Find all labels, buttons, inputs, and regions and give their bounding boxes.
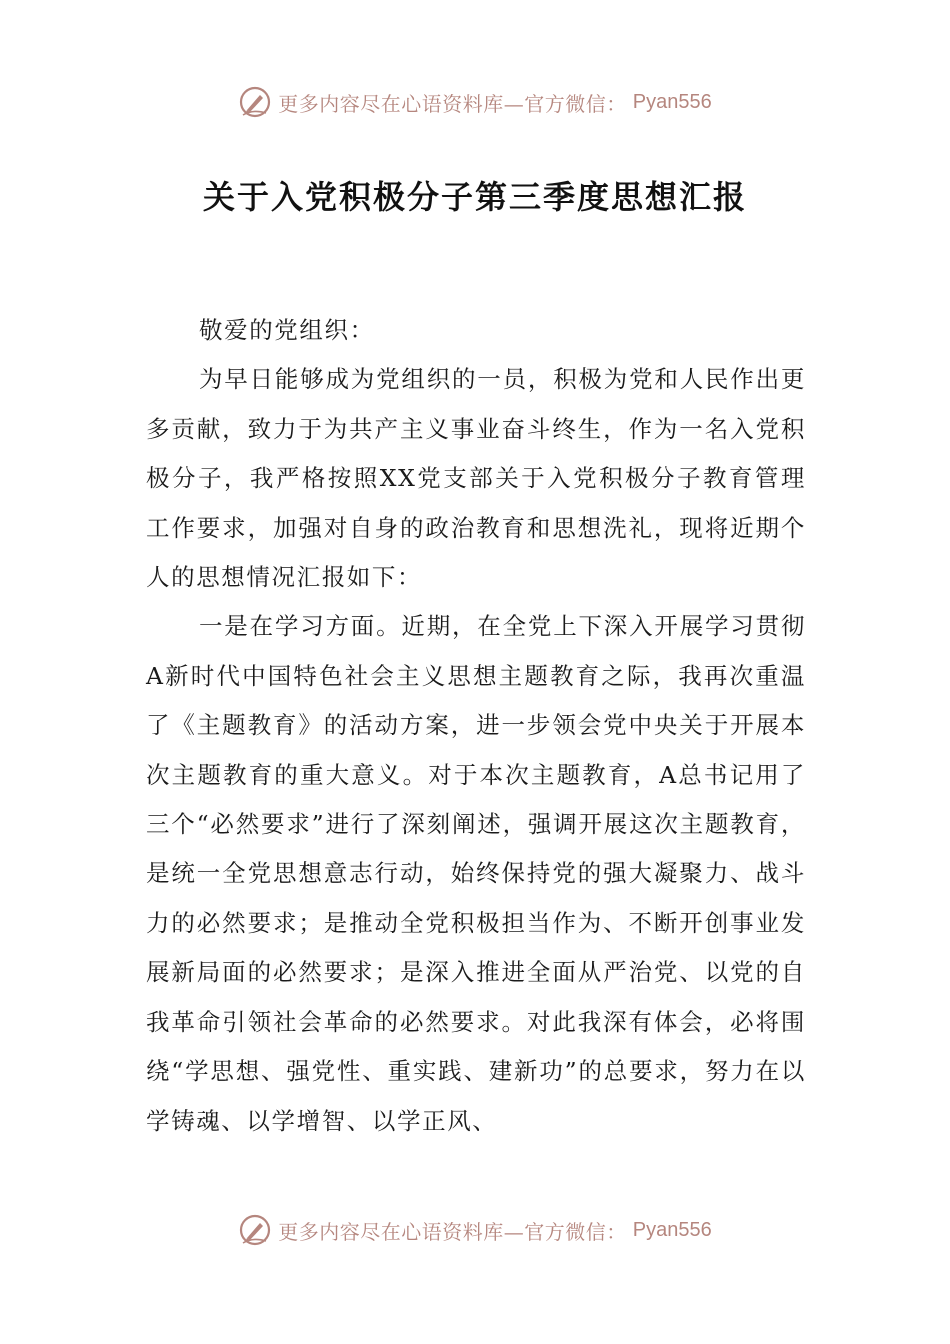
paragraph-intro: 为早日能够成为党组织的一员，积极为党和人民作出更多贡献，致力于为共产主义事业奋斗终生，作为一名入党积极分子，我严格按照XX党支部关于入党积极分子教育管理工作要求，加强对自身的政治教育和思想洗礼，现将近期个人的思想情况汇报如下： <box>146 365 806 592</box>
footer-banner <box>0 1210 950 1250</box>
pen-logo-icon <box>238 1213 272 1247</box>
salutation: 敬爱的党组织： <box>199 316 375 344</box>
pen-logo-icon <box>238 85 272 119</box>
footer-banner-text: 更多内容尽在心语资料库—官方微信： <box>278 1219 627 1244</box>
document-title: 关于入党积极分子第三季度思想汇报 <box>202 178 747 216</box>
header-wechat-id: Pyan556 <box>632 90 712 113</box>
footer-wechat-id: Pyan556 <box>632 1218 712 1241</box>
document-body <box>146 306 806 1146</box>
header-banner-text: 更多内容尽在心语资料库—官方微信： <box>278 91 627 116</box>
paragraph-study: 一是在学习方面。近期，在全党上下深入开展学习贯彻A新时代中国特色社会主义思想主题教育之际，我再次重温了《主题教育》的活动方案，进一步领会党中央关于开展本次主题教育的重大意义。对于本次主题教育，A总书记用了三个“必然要求”进行了深刻阐述，强调开展这次主题教育，是统一全党思想意志行动，始终保持党的强大凝聚力、战斗力的必然要求；是推动全党积极担当作为、不断开创事业发展新局面的必然要求；是深入推进全面从严治党、以党的自我革命引领社会革命的必然要求。对此我深有体会，必将围绕“学思想、强党性、重实践、建新功”的总要求，努力在以学铸魂、以学增智、以学正风、 <box>146 612 806 1135</box>
header-banner <box>0 82 950 122</box>
